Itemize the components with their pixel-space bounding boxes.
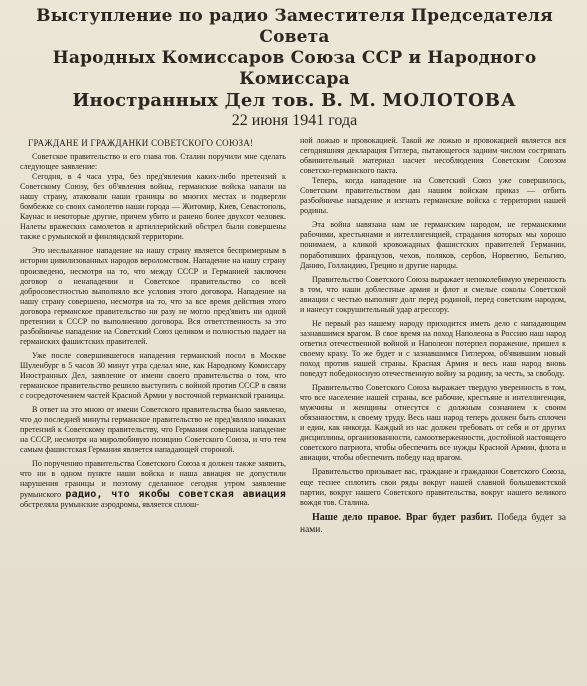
- speech-date: 22 июня 1941 года: [231, 112, 358, 129]
- paragraph: Уже после совершившегося нападения германский посол в Москве Шуленбург в 5 часов 30 минут утра сделал мне, как Народному Комиссару Иностранных Дел, заявление от имени своего правительства о том, что германское правительство решило выступить с войной против СССР в связи с сосредоточением частей Красной Армии у восточной германской границы.: [20, 350, 286, 401]
- closing-slogan: Наше дело правое. Враг будет разбит.: [312, 511, 493, 523]
- paragraph: Правительство Советского Союза выражает непоколебимую уверенность в том, что наши доблестные армия и флот и смелые соколы Советской авиации с честью выполнят долг перед родиной, перед советским народом, и нанесут сокрушительный удар агрессору.: [300, 274, 566, 314]
- paragraph: Не первый раз нашему народу приходится иметь дело с нападающим зазнавшимся врагом. В свое время на поход Наполеона в Россию наш народ ответил отечественной войной и Наполеон потерпел поражение, пришел к своему краху. То же будет и с зазнавшимся Гитлером, об'явившим новый поход против нашей страны. Красная Армия и весь наш народ вновь поведут победоносную отечественную войну за родину, за честь, за свободу.: [300, 318, 566, 379]
- article-columns: [20, 136, 569, 536]
- headline-prefix: Иностранных Дел тов. В. М.: [72, 90, 377, 111]
- paragraph: В ответ на это мною от имени Советского правительства было заявлено, что до последней минуты германское правительство не пред'являло никаких претензий к Советскому правительству, что Германия совершила нападение на СССР, несмотря на миролюбивую позицию Советского Союза, и что тем самым фашистская Германия является нападающей стороной.: [20, 405, 286, 455]
- paragraph: Теперь, когда нападение на Советский Союз уже совершилось, Советским правительством дан нашим войскам приказ — отбить разбойничье нападение и изгнать германские войска с территории нашей родины.: [300, 176, 566, 216]
- paragraph: Правительство призывает вас, граждане и гражданки Советского Союза, еще теснее сплотить свои ряды вокруг нашей славной большевистской партии, вокруг нашего Советского правительства, вокруг нашего великого вождя тов. Сталина.: [300, 467, 566, 507]
- headline-line-3: [20, 90, 569, 111]
- paragraph: [20, 459, 286, 509]
- headline-name: МОЛОТОВА: [382, 90, 517, 111]
- closing-text: Победа будет за нами.: [300, 512, 566, 535]
- left-column: [20, 136, 286, 536]
- paragraph: Советское правительство и его глава тов. Сталин поручили мне сделать следующее заявление:: [20, 152, 286, 172]
- paragraph: Это неслыханное нападение на нашу страну является беспримерным в истории цивилизованных народов вероломством. Нападение на нашу страну произведено, несмотря на то, что между СССР и Германией заключен договор о ненападении и Советское правительство со всей добросовестностью выполняло все условия этого договора. Нападение на нашу страну совершено, несмотря на то, что за все время действия этого договора германское правительство ни разу не могло пред'явить ни одной претензии к СССР по выполнению договора. Вся ответственность за это разбойничье нападение на Советский Союз целиком и полностью падает на германских фашистских правителей.: [20, 246, 286, 346]
- paragraph: Эта война навязана нам не германским народом, не германскими рабочими, крестьянами и интеллигенцией, страдания которых мы хорошо понимаем, а кликой кровожадных фашистских правителей Германии, поработивших французов, чехов, поляков, сербов, Норвегию, Бельгию, Данию, Голландию, Грецию и другие народы.: [300, 220, 566, 270]
- headline-line-1: Выступление по радио Заместителя Председателя Совета: [36, 6, 553, 47]
- paragraph-text: обстреляла румынские аэродромы, является сплош-: [20, 499, 199, 509]
- closing-paragraph: [300, 512, 566, 536]
- headline-line-2: Народных Комиссаров Союза ССР и Народного Комиссара: [52, 48, 537, 89]
- paragraph: ной ложью и провокацией. Такой же ложью и провокацией является вся сегодняшняя декларация Гитлера, пытающегося задним числом состряпать обвинительный материал насчет несоблюдения Советским Союзом советско-германского пакта.: [300, 136, 566, 176]
- paragraph: Правительство Советского Союза выражает твердую уверенность в том, что все население нашей страны, все рабочие, крестьяне и интеллигенция, мужчины и женщины отнесутся с должным сознанием к своим обязанностям, к своему труду. Весь наш народ теперь должен быть сплочен и един, как никогда. Каждый из нас должен требовать от себя и от других дисциплины, организованности, самоотверженности, достойной настоящего советского патриота, чтобы обеспечить все нужды Красной Армии, флота и авиации, чтобы обеспечить победу над врагом.: [300, 383, 566, 463]
- greeting: ГРАЖДАНЕ И ГРАЖДАНКИ СОВЕТСКОГО СОЮЗА!: [28, 138, 254, 148]
- paragraph: Сегодня, в 4 часа утра, без пред'явления каких-либо претензий к Советскому Союзу, без об'явления войны, германские войска напали на нашу страну, атаковали наши границы во многих местах и подвергли бомбежке со своих самолетов наши города — Житомир, Киев, Севастополь, Каунас и некоторые другие, причем убито и ранено более двухсот человек. Налеты вражеских самолетов и артиллерийский обстрел были совершены также с румынской и финляндской территории.: [20, 172, 286, 242]
- right-column: [300, 136, 566, 536]
- emphasized-text: радио, что якобы советская авиация: [65, 488, 286, 500]
- paragraph-text: По поручению правительства Советского Союза я должен также заявить, что ни в одном пункте наши войска и наша авиация не допустили нарушения границы и поэтому сделанное сегодня утром заявление румынского: [20, 459, 286, 499]
